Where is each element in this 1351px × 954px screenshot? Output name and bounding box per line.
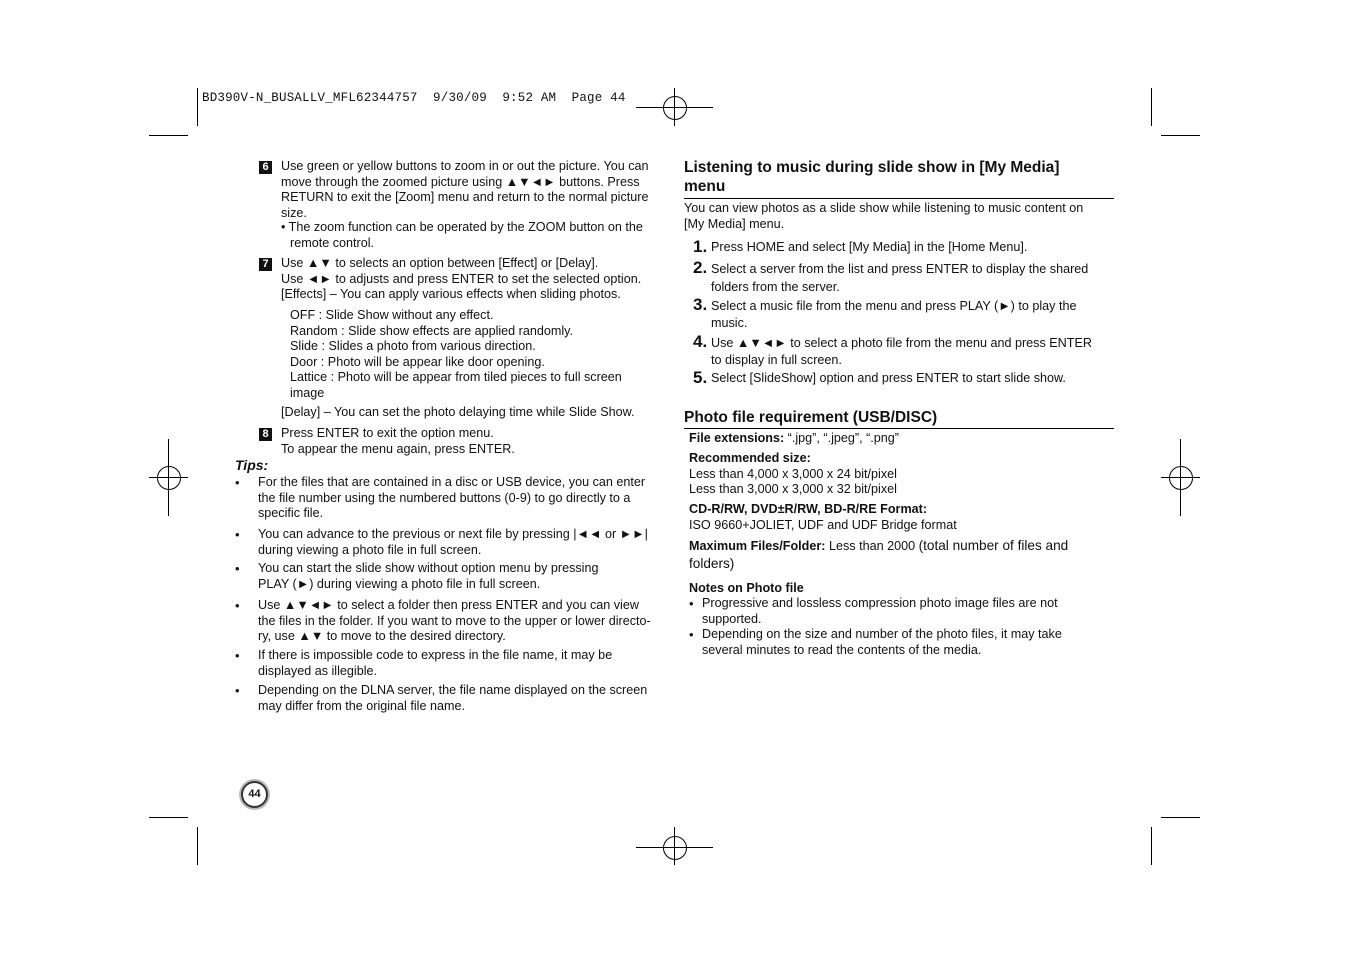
print-header: BD390V-N_BUSALLV_MFL62344757 9/30/09 9:52 AM Page 44 bbox=[202, 91, 626, 105]
crop-mark bbox=[197, 827, 198, 865]
heading-rule bbox=[684, 428, 1114, 429]
crop-mark bbox=[1151, 827, 1152, 865]
music-intro: You can view photos as a slide show while listening to music content on [My Media] menu. bbox=[684, 201, 1084, 231]
tip-item: Depending on the DLNA server, the file name displayed on the screen may differ from the original file name. bbox=[258, 683, 648, 713]
step-badge-6: 6 bbox=[259, 161, 272, 174]
effects-list: OFF : Slide Show without any effect. Random : Slide show effects are applied randomly. Slide : Slides a photo from various direction. Door : Photo will be appear like door opening. Lattice : Photo will be appear from tiled pieces to full screen image bbox=[290, 308, 622, 400]
step-6-text: Use green or yellow buttons to zoom in or out the picture. You can move through the zoomed picture using ▲▼◄► buttons. Press RETURN to exit the [Zoom] menu and return to the normal picture size. bbox=[281, 159, 649, 220]
section-heading-photo: Photo file requirement (USB/DISC) bbox=[684, 409, 938, 426]
tip-item: Use ▲▼◄► to select a folder then press ENTER and you can view the files in the folder. If you want to move to the upper or lower directo- ry, use ▲▼ to move to the desired directory. bbox=[258, 598, 651, 643]
bullet: • bbox=[235, 648, 240, 663]
max-files: Maximum Files/Folder: Less than 2000 (total number of files and bbox=[689, 538, 1069, 553]
step-6-note: • The zoom function can be operated by the ZOOM button on the remote control. bbox=[281, 220, 643, 250]
step-7-text: Use ▲▼ to selects an option between [Effect] or [Delay]. Use ◄► to adjusts and press ENTER to set the selected option. [Effects] – You can apply various effects when sliding photos. bbox=[281, 256, 642, 301]
bullet: • bbox=[235, 475, 240, 490]
notes-title: Notes on Photo file bbox=[689, 581, 804, 595]
bullet: • bbox=[235, 561, 240, 576]
recommended-size: Recommended size: Less than 4,000 x 3,000 x 24 bit/pixel Less than 3,000 x 3,000 x 32 bit/pixel bbox=[689, 451, 897, 496]
section-heading-music: Listening to music during slide show in [My Media] menu bbox=[684, 159, 1060, 195]
step-number: 5. bbox=[693, 368, 708, 387]
step-text: Select [SlideShow] option and press ENTER to start slide show. bbox=[711, 371, 1066, 385]
tip-item: If there is impossible code to express in the file name, it may be displayed as illegible. bbox=[258, 648, 613, 678]
step-text: Use ▲▼◄► to select a photo file from the menu and press ENTER to display in full screen. bbox=[711, 336, 1092, 367]
step-text: Select a server from the list and press ENTER to display the shared folders from the server. bbox=[711, 262, 1089, 294]
step-number: 4. bbox=[693, 332, 708, 351]
tip-item: You can start the slide show without option menu by pressing PLAY (►) during viewing a photo file in full screen. bbox=[258, 561, 599, 591]
step-badge-8: 8 bbox=[259, 428, 272, 441]
bullet: • bbox=[689, 627, 694, 642]
disc-format: CD-R/RW, DVD±R/RW, BD-R/RE Format: ISO 9660+JOLIET, UDF and UDF Bridge format bbox=[689, 502, 957, 532]
tips-title: Tips: bbox=[235, 457, 269, 473]
bullet: • bbox=[235, 527, 240, 542]
delay-text: [Delay] – You can set the photo delaying time while Slide Show. bbox=[281, 405, 635, 419]
bullet: • bbox=[235, 683, 240, 698]
note-item: Progressive and lossless compression photo image files are not supported. bbox=[702, 596, 1058, 626]
step-badge-7: 7 bbox=[259, 258, 272, 271]
bullet: • bbox=[235, 598, 240, 613]
note-item: Depending on the size and number of the photo files, it may take several minutes to read the contents of the media. bbox=[702, 627, 1062, 657]
step-number: 1. bbox=[693, 237, 708, 256]
crop-mark bbox=[1151, 88, 1152, 126]
crop-mark bbox=[1161, 135, 1200, 136]
tip-item: You can advance to the previous or next file by pressing |◄◄ or ►►| during viewing a photo file in full screen. bbox=[258, 527, 648, 557]
bullet: • bbox=[689, 596, 694, 611]
step-text: Press HOME and select [My Media] in the [Home Menu]. bbox=[711, 240, 1028, 254]
step-number: 3. bbox=[693, 295, 708, 314]
crop-mark bbox=[197, 88, 198, 126]
crop-mark bbox=[1161, 817, 1200, 818]
step-8-text: Press ENTER to exit the option menu. To appear the menu again, press ENTER. bbox=[281, 426, 515, 456]
file-extensions: File extensions: “.jpg”, “.jpeg”, “.png” bbox=[689, 431, 899, 445]
tip-item: For the files that are contained in a disc or USB device, you can enter the file number using the numbered buttons (0-9) to go directly to a specific file. bbox=[258, 475, 646, 520]
step-text: Select a music file from the menu and press PLAY (►) to play the music. bbox=[711, 299, 1077, 330]
heading-rule bbox=[684, 198, 1114, 199]
crop-mark bbox=[149, 817, 188, 818]
crop-mark bbox=[149, 135, 188, 136]
step-number: 2. bbox=[693, 258, 708, 277]
page-number: 44 bbox=[241, 781, 268, 808]
max-files-cont: folders) bbox=[689, 556, 735, 571]
